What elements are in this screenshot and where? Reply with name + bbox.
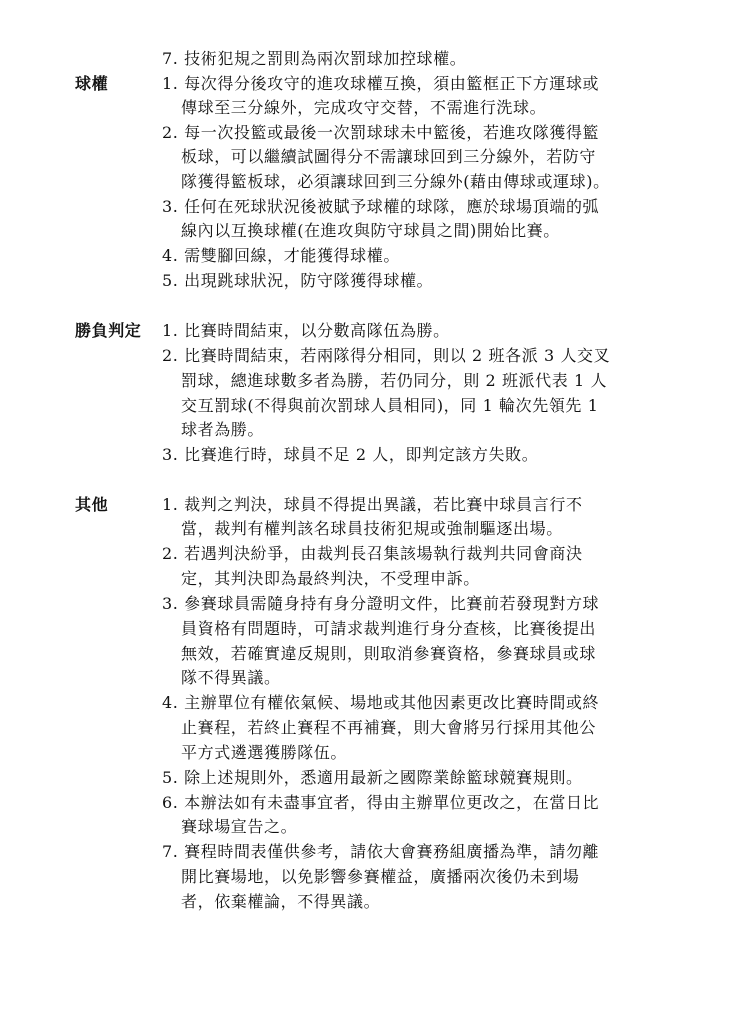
section-heading-result: 勝負判定	[75, 321, 142, 340]
other-line-9: 4. 主辦單位有權依氣候、場地或其他因素更改比賽時間或終	[162, 693, 600, 712]
other-line-6: 員資格有問題時，可請求裁判進行身分查核，比賽後提出	[181, 619, 597, 638]
other-line-4: 定，其判決即為最終判決，不受理申訴。	[181, 569, 480, 588]
possession-line-6: 3. 任何在死球狀況後被賦予球權的球隊，應於球場頂端的弧	[162, 197, 600, 216]
result-line-3: 罰球，總進球數多者為勝，若仍同分，則 2 班派代表 1 人	[181, 371, 608, 390]
possession-line-9: 5. 出現跳球狀況，防守隊獲得球權。	[162, 271, 434, 290]
possession-line-4: 板球，可以繼續試圖得分不需讓球回到三分線外，若防守	[181, 147, 597, 166]
other-line-5: 3. 參賽球員需隨身持有身分證明文件，比賽前若發現對方球	[162, 594, 600, 613]
other-line-7: 無效，若確實違反規則，則取消參賽資格，參賽球員或球	[181, 644, 597, 663]
other-line-2: 當，裁判有權判該名球員技術犯規或強制驅逐出場。	[181, 519, 563, 538]
other-line-13: 6. 本辦法如有未盡事宜者，得由主辦單位更改之，在當日比	[162, 793, 600, 812]
possession-line-2: 傳球至三分線外，完成攻守交替，不需進行洗球。	[181, 98, 547, 117]
other-line-8: 隊不得異議。	[181, 668, 281, 687]
possession-line-1: 1. 每次得分後攻守的進攻球權互換，須由籃框正下方運球或	[162, 74, 600, 93]
possession-line-3: 2. 每一次投籃或最後一次罰球球未中籃後，若進攻隊獲得籃	[162, 123, 600, 142]
other-line-16: 開比賽場地，以免影響參賽權益，廣播兩次後仍未到場	[181, 867, 580, 886]
result-line-1: 1. 比賽時間結束，以分數高隊伍為勝。	[162, 321, 450, 340]
other-line-10: 止賽程，若終止賽程不再補賽，則大會將另行採用其他公	[181, 718, 597, 737]
other-line-14: 賽球場宣告之。	[181, 817, 298, 836]
other-line-11: 平方式遴選獲勝隊伍。	[181, 743, 348, 762]
possession-line-7: 線內以互換球權(在進攻與防守球員之間)開始比賽。	[181, 221, 560, 240]
other-line-12: 5. 除上述規則外，悉適用最新之國際業餘籃球競賽規則。	[162, 768, 583, 787]
other-line-17: 者，依棄權論，不得異議。	[181, 892, 381, 911]
other-line-3: 2. 若遇判決紛爭，由裁判長召集該場執行裁判共同會商決	[162, 544, 583, 563]
possession-line-5: 隊獲得籃板球，必須讓球回到三分線外(藉由傳球或運球)。	[181, 172, 610, 191]
rule-item-7-foul-penalty: 7. 技術犯規之罰則為兩次罰球加控球權。	[162, 49, 467, 68]
other-line-1: 1. 裁判之判決，球員不得提出異議，若比賽中球員言行不	[162, 495, 583, 514]
other-line-15: 7. 賽程時間表僅供參考，請依大會賽務組廣播為準，請勿離	[162, 842, 600, 861]
section-heading-possession: 球權	[75, 74, 109, 93]
result-line-2: 2. 比賽時間結束，若兩隊得分相同，則以 2 班各派 3 人交叉	[162, 346, 611, 365]
section-heading-other: 其他	[75, 495, 109, 514]
result-line-5: 球者為勝。	[181, 420, 265, 439]
result-line-6: 3. 比賽進行時，球員不足 2 人，即判定該方失敗。	[162, 445, 539, 464]
result-line-4: 交互罰球(不得與前次罰球人員相同)，同 1 輪次先領先 1	[181, 396, 599, 415]
possession-line-8: 4. 需雙腳回線，才能獲得球權。	[162, 246, 400, 265]
